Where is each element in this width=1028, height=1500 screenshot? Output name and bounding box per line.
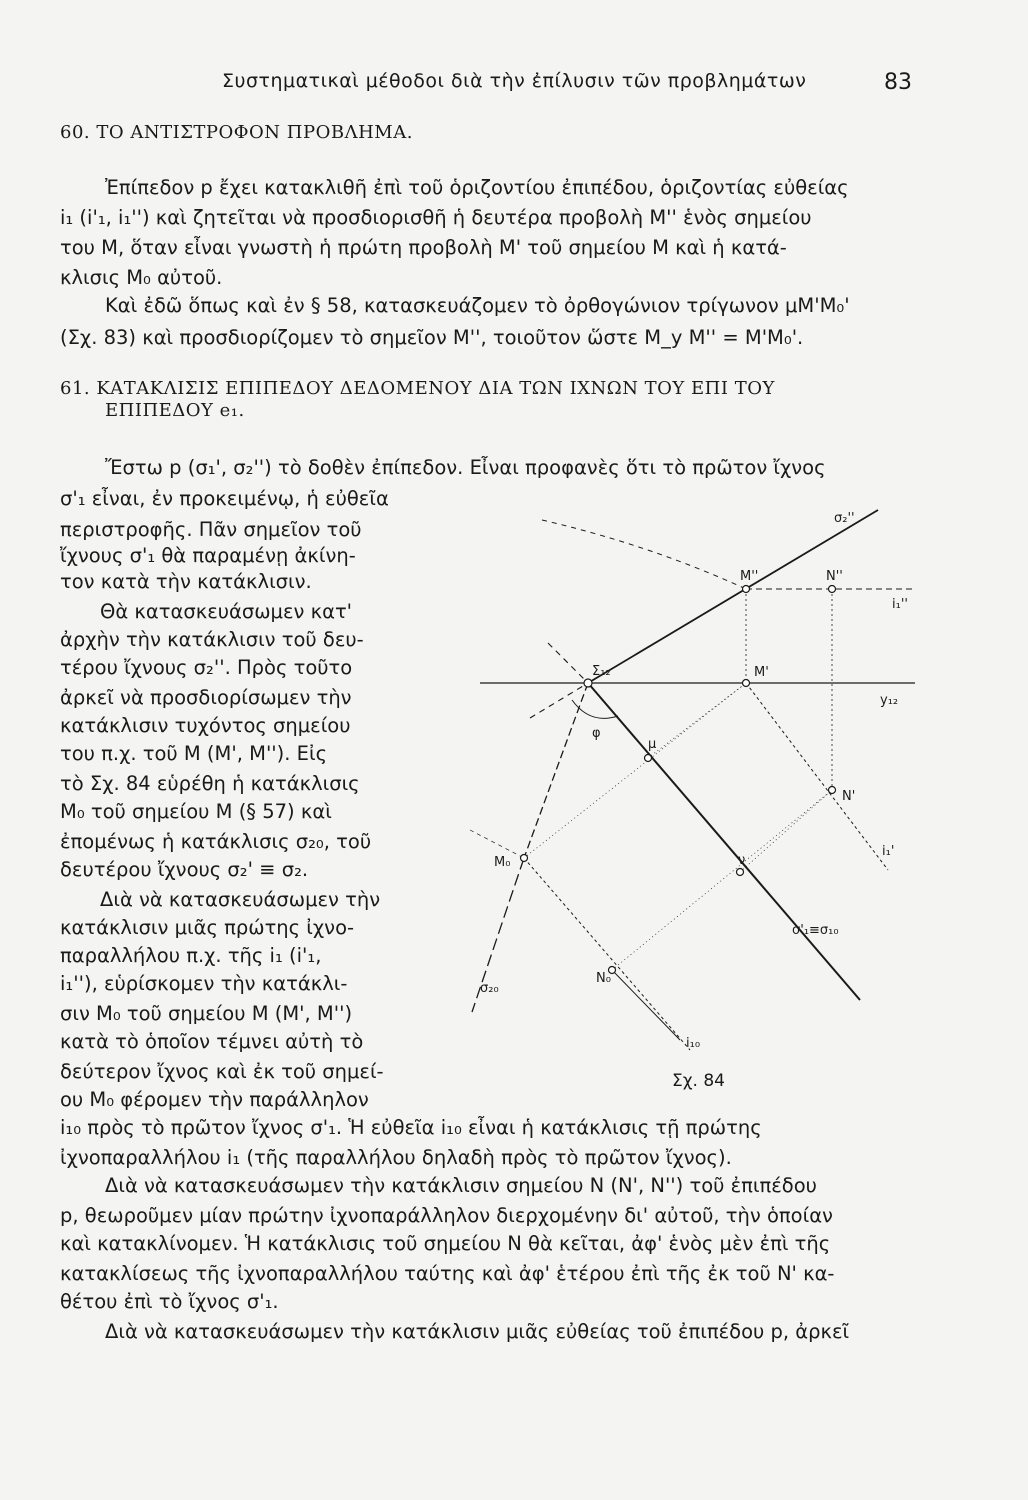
construction-line: [524, 683, 746, 858]
column-line: ἴχνους σ'₁ θὰ παραμένῃ ἀκίνη-: [60, 544, 356, 567]
text-line: θέτου ἐπὶ τὸ ἴχνος σ'₁.: [60, 1290, 279, 1313]
column-line: Διὰ νὰ κατασκευάσωμεν τὴν: [100, 888, 381, 911]
text-line: κλισις M₀ αὐτοῦ.: [60, 266, 223, 289]
column-line: τὸ Σχ. 84 εὑρέθη ἡ κατάκλισις: [60, 772, 360, 795]
line-i10-end: [612, 970, 680, 1040]
column-line: κατάκλισιν τυχόντος σημείου: [60, 714, 351, 737]
column-line: του π.χ. τοῦ M (M', M''). Εἰς: [60, 742, 328, 765]
point-N-second: [829, 586, 836, 593]
point-M-first: [743, 680, 750, 687]
label-M0: M₀: [494, 855, 511, 870]
point-mu: [645, 755, 652, 762]
point-M0: [521, 855, 528, 862]
column-line: Θὰ κατασκευάσωμεν κατ': [100, 600, 353, 623]
label-sigma20: σ₂₀: [480, 981, 499, 996]
text-line: Καὶ ἐδῶ ὅπως καὶ ἐν § 58, κατασκευάζομεν τὸ ὀρθογώνιον τρίγωνον μM'M₀': [105, 294, 850, 317]
text-line: καὶ κατακλίνομεν. Ἡ κατάκλισις τοῦ σημείου N θὰ κεῖται, ἀφ' ἑνὸς μὲν ἐπὶ τῆς: [60, 1232, 831, 1255]
trace-sigma2: [588, 510, 878, 683]
label-i1-first: i₁': [882, 844, 895, 859]
label-sigma1-sigma10: σ'₁≡σ₁₀: [792, 923, 839, 938]
section-61-heading-cont: ΕΠΙΠΕΔΟΥ e₁.: [105, 400, 245, 421]
column-line: δεύτερον ἴχνος καὶ ἐκ τοῦ σημεί-: [60, 1060, 384, 1083]
label-i10: i₁₀: [686, 1036, 701, 1051]
section-60-heading: 60. ΤΟ ΑΝΤΙΣΤΡΟΦΟΝ ΠΡΟΒΛΗΜΑ.: [60, 122, 413, 143]
label-phi: φ: [592, 726, 601, 741]
column-line: παραλλήλου π.χ. τῆς i₁ (i'₁,: [60, 944, 322, 967]
column-line: τον κατὰ τὴν κατάκλισιν.: [60, 570, 312, 593]
point-M-second: [743, 586, 750, 593]
line-i10: [524, 858, 690, 1050]
text-line: i₁ (i'₁, i₁'') καὶ ζητεῖται νὰ προσδιορισθῆ ἡ δευτέρα προβολὴ M'' ἑνὸς σημείου: [60, 206, 812, 229]
label-N0: N₀: [596, 971, 611, 986]
page-number: 83: [884, 70, 912, 95]
label-N-first: N': [842, 789, 856, 804]
trace-extension: [548, 643, 588, 683]
label-S12: Σ₁₂: [592, 664, 611, 679]
text-line: i₁₀ πρὸς τὸ πρῶτον ἴχνος σ'₁. Ἡ εὐθεῖα i₁₀ εἶναι ἡ κατάκλισις τῇ πρώτης: [60, 1116, 762, 1139]
point-N-first: [829, 787, 836, 794]
text-line: του M, ὅταν εἶναι γνωστὴ ἡ πρώτη προβολὴ M' τοῦ σημείου M καὶ ἡ κατά-: [60, 236, 787, 259]
construction-line: [648, 683, 746, 758]
construction-line: [612, 790, 832, 970]
point-S12: [584, 679, 592, 687]
construction-line: [740, 790, 832, 872]
column-line: τέρου ἴχνους σ₂''. Πρὸς τοῦτο: [60, 656, 353, 679]
column-line: σ'₁ εἶναι, ἐν προκειμένῳ, ἡ εὐθεῖα: [60, 487, 389, 510]
text-line: ἰχνοπαραλλήλου i₁ (τῆς παραλλήλου δηλαδὴ πρὸς τὸ πρῶτον ἴχνος).: [60, 1146, 732, 1169]
text-line: p, θεωροῦμεν μίαν πρώτην ἰχνοπαράλληλον διερχομένην δι' αὐτοῦ, τὴν ὁποίαν: [60, 1204, 833, 1227]
text-line: Ἐπίπεδον p ἔχει κατακλιθῆ ἐπὶ τοῦ ὁριζοντίου ἐπιπέδου, ὁριζοντίας εὐθείας: [105, 176, 849, 199]
construction-line: [470, 830, 524, 858]
trace-sigma1: [588, 683, 860, 1000]
figure-caption: Σχ. 84: [672, 1071, 726, 1091]
label-nu: ν: [738, 853, 746, 868]
label-M-first: M': [754, 665, 769, 680]
trace-extension: [530, 683, 588, 718]
column-line: M₀ τοῦ σημείου M (§ 57) καὶ: [60, 800, 332, 823]
running-header: Συστηματικαὶ μέθοδοι διὰ τὴν ἐπίλυσιν τῶν προβλημάτων: [222, 70, 807, 92]
section-61-heading: 61. ΚΑΤΑΚΛΙΣΙΣ ΕΠΙΠΕΔΟΥ ΔΕΔΟΜΕΝΟΥ ΔΙΑ ΤΩΝ ΙΧΝΩΝ ΤΟΥ ΕΠΙ ΤΟΥ: [60, 378, 775, 399]
text-line: Ἔστω p (σ₁', σ₂'') τὸ δοθὲν ἐπίπεδον. Εἶναι προφανὲς ὅτι τὸ πρῶτον ἴχνος: [105, 456, 826, 479]
text-line: (Σχ. 83) καὶ προσδιορίζομεν τὸ σημεῖον M'', τοιοῦτον ὥστε M_y M'' = M'M₀'.: [60, 326, 804, 349]
column-line: κατάκλισιν μιᾶς πρώτης ἰχνο-: [60, 916, 355, 939]
label-M-second: M'': [740, 569, 759, 584]
label-mu: μ: [648, 737, 657, 752]
rotation-arc: [542, 520, 746, 589]
trace-sigma20: [524, 683, 588, 858]
column-line: ἐπομένως ἡ κατάκλισις σ₂₀, τοῦ: [60, 830, 372, 853]
column-line: δευτέρου ἴχνους σ₂' ≡ σ₂.: [60, 858, 309, 881]
text-line: Διὰ νὰ κατασκευάσωμεν τὴν κατάκλισιν σημείου N (N', N'') τοῦ ἐπιπέδου: [105, 1174, 817, 1197]
column-line: ἀρκεῖ νὰ προσδιορίσωμεν τὴν: [60, 686, 352, 709]
column-line: κατὰ τὸ ὁποῖον τέμνει αὐτὴ τὸ: [60, 1030, 364, 1053]
column-line: ἀρχὴν τὴν κατάκλισιν τοῦ δευ-: [60, 628, 364, 651]
column-line: ου M₀ φέρομεν τὴν παράλληλον: [60, 1088, 369, 1111]
point-nu: [737, 869, 744, 876]
label-sigma2: σ₂'': [834, 511, 855, 526]
text-line: κατακλίσεως τῆς ἰχνοπαραλλήλου ταύτης καὶ ἀφ' ἑτέρου ἐπὶ τῆς ἐκ τοῦ N' κα-: [60, 1262, 835, 1285]
column-line: περιστροφῆς. Πᾶν σημεῖον τοῦ: [60, 518, 362, 541]
label-N-second: N'': [826, 569, 843, 584]
text-line: Διὰ νὰ κατασκευάσωμεν τὴν κατάκλισιν μιᾶς εὐθείας τοῦ ἐπιπέδου p, ἀρκεῖ: [105, 1320, 850, 1343]
label-y12: y₁₂: [880, 693, 899, 708]
column-line: σιν M₀ τοῦ σημείου M (M', M''): [60, 1002, 353, 1025]
column-line: i₁''), εὑρίσκομεν τὴν κατάκλι-: [60, 972, 348, 995]
line-i1-first: [746, 683, 888, 870]
label-i1-second: i₁'': [892, 597, 908, 612]
